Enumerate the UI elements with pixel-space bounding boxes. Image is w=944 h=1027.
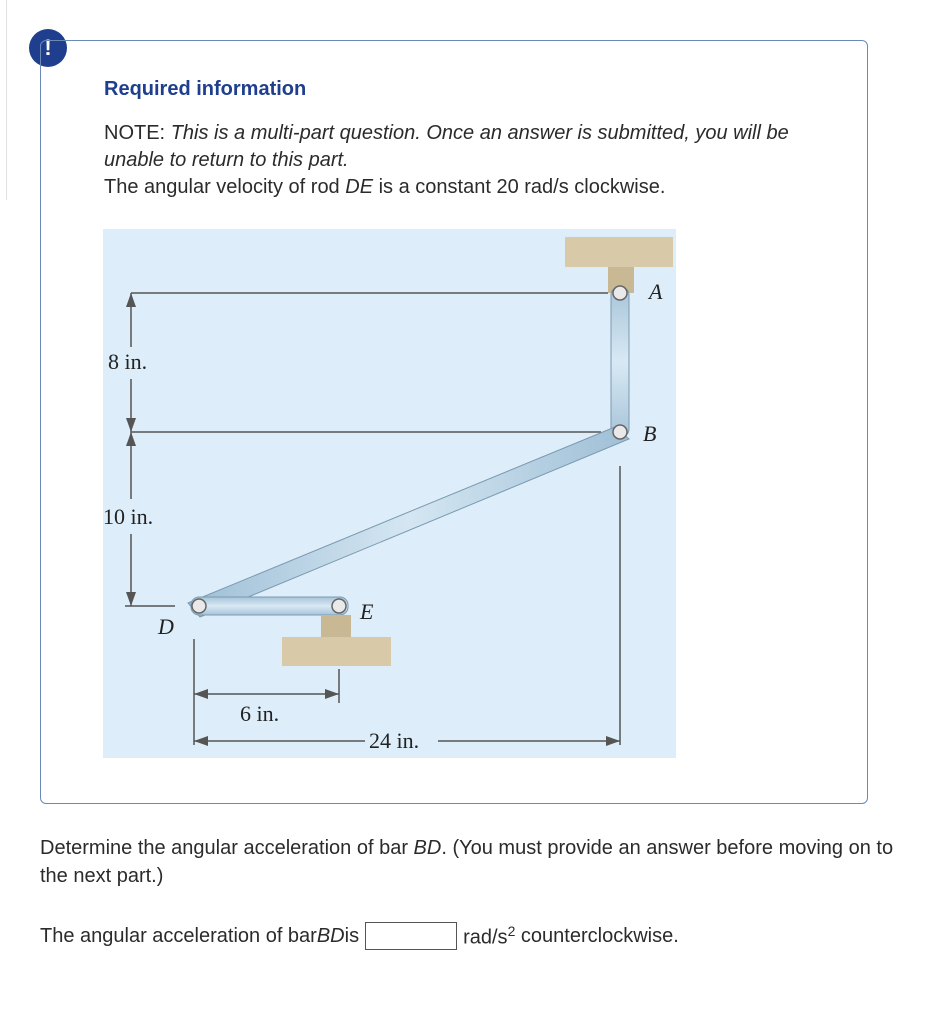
pin-bracket-e <box>321 615 351 637</box>
answer-pre: The angular acceleration of bar <box>40 924 317 947</box>
note-italic: This is a multi-part question. Once an answer is submitted, you will be unable to return to this part. <box>104 122 789 171</box>
statement-post: is a constant 20 rad/s clockwise. <box>373 176 666 198</box>
answer-row <box>40 922 679 950</box>
ground-support-a <box>565 237 673 267</box>
left-edge-divider <box>0 0 7 200</box>
label-e: E <box>360 599 374 624</box>
statement-var: DE <box>345 176 374 198</box>
bar-de <box>191 597 348 615</box>
dim-10-label: 10 in. <box>103 504 154 529</box>
question-text <box>40 834 920 890</box>
pin-a <box>613 286 627 300</box>
label-d: D <box>158 614 174 639</box>
pin-b <box>613 425 627 439</box>
dim-8-label: 8 in. <box>108 349 148 374</box>
label-b: B <box>643 421 657 446</box>
label-a: A <box>649 279 663 304</box>
mechanism-figure <box>103 229 676 758</box>
note-text <box>104 120 824 201</box>
answer-unit-exp: 2 <box>507 922 516 939</box>
ground-support-e <box>282 637 391 666</box>
answer-var: BD <box>316 924 345 947</box>
bar-ab <box>611 287 629 437</box>
answer-input[interactable] <box>365 922 457 950</box>
pin-e <box>332 599 346 613</box>
question-post: . (You must provide an answer before moving on to the next part.) <box>40 837 894 887</box>
alert-icon: ! <box>29 29 67 67</box>
answer-mid: is <box>344 924 360 947</box>
dim-6-label: 6 in. <box>240 701 280 726</box>
question-pre: Determine the angular acceleration of bar <box>40 837 414 859</box>
dim-24-label: 24 in. <box>369 728 420 753</box>
mechanism-diagram <box>103 229 676 758</box>
answer-unit-base: rad/s <box>463 926 508 949</box>
pin-d <box>192 599 206 613</box>
figure-background <box>103 229 676 758</box>
answer-unit <box>463 923 515 950</box>
answer-direction: counterclockwise. <box>520 924 679 947</box>
question-var: BD <box>413 837 442 859</box>
note-prefix: NOTE: <box>104 122 166 144</box>
statement-pre: The angular velocity of rod <box>104 176 346 198</box>
required-info-title: Required information <box>104 78 307 100</box>
